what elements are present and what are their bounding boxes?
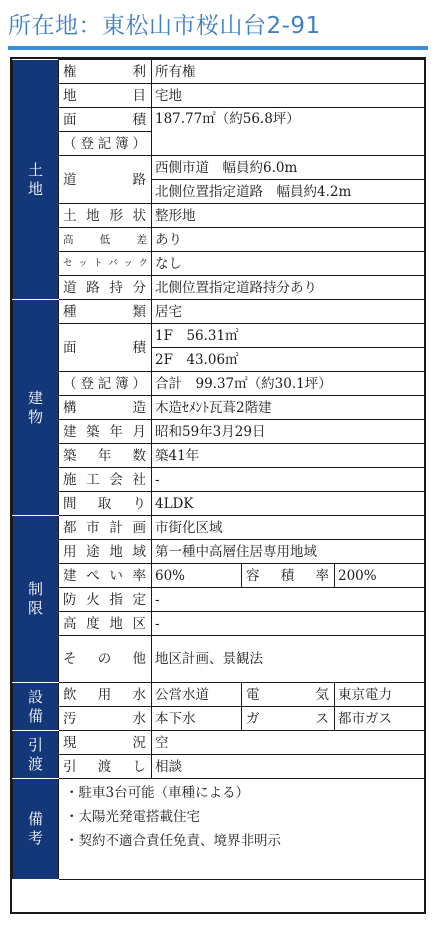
handover-status-value: 空 [152,731,425,755]
land-area-label: 面 積 [59,108,152,132]
restriction-other-value: 地区計画、景観法 [152,636,425,683]
handover-status-label: 現 況 [59,731,152,755]
remark-item: ・太陽光発電搭載住宅 [65,809,200,825]
page-title: 所在地：東松山市桜山台2-91 [8,13,321,39]
land-registry-label: （登記簿） [59,132,152,156]
facility-sewage-value: 本下水 [152,707,242,731]
restriction-zone-label: 用途地域 [59,540,152,564]
land-category-label: 地 目 [59,84,152,108]
title-underline [8,46,428,50]
handover-timing-label: 引 渡 し [59,755,152,779]
facility-gas-label: ガ ス [242,707,335,731]
section-facility: 設 備 [13,683,59,731]
land-road-share-label: 道路持分 [59,276,152,300]
land-setback-label: セットバック [59,252,152,276]
land-shape-value: 整形地 [152,204,425,228]
section-remarks: 備 考 [13,779,59,880]
building-area-label: 面 積 [59,324,152,372]
building-age-label: 築 年 数 [59,444,152,468]
building-layout-label: 間 取 り [59,492,152,516]
facility-electric-value: 東京電力 [335,683,425,707]
land-road-west: 西側市道 幅員約6.0m [152,156,425,180]
land-rights-value: 所有権 [152,60,425,84]
building-builder-value: - [152,468,425,492]
building-total: 合計 99.37㎡（約30.1坪） [152,372,425,396]
section-land: 土 地 [13,60,59,300]
building-built-value: 昭和59年3月29日 [152,420,425,444]
land-height-diff-label: 高 低 差 [59,228,152,252]
building-structure-value: 木造ｾﾒﾝﾄ瓦葺2階建 [152,396,425,420]
building-built-label: 建築年月 [59,420,152,444]
land-category-value: 宅地 [152,84,425,108]
building-age-value: 築41年 [152,444,425,468]
restriction-plan-label: 都市計画 [59,516,152,540]
facility-electric-label: 電 気 [242,683,335,707]
property-sheet [10,57,426,914]
facility-water-value: 公営水道 [152,683,242,707]
remarks-list [59,779,425,880]
section-handover: 引 渡 [13,731,59,779]
building-floor1: 1F 56.31㎡ [152,324,425,348]
section-building: 建 物 [13,300,59,516]
restriction-far-label: 容 積 率 [242,564,335,588]
restriction-bcr-label: 建ぺい率 [59,564,152,588]
section-restriction: 制 限 [13,516,59,683]
restriction-fire-label: 防火指定 [59,588,152,612]
remark-item: ・契約不適合責任免責、境界非明示 [65,833,281,849]
restriction-bcr-value: 60% [152,564,242,588]
restriction-height-label: 高度地区 [59,612,152,636]
building-layout-value: 4LDK [152,492,425,516]
land-road-north: 北側位置指定道路 幅員約4.2m [152,180,425,204]
facility-water-label: 飲 用 水 [59,683,152,707]
facility-gas-value: 都市ガス [335,707,425,731]
restriction-plan-value: 市街化区域 [152,516,425,540]
building-type-value: 居宅 [152,300,425,324]
handover-timing-value: 相談 [152,755,425,779]
restriction-other-label: そ の 他 [59,636,152,683]
property-table [12,59,425,880]
restriction-fire-value: - [152,588,425,612]
land-height-diff-value: あり [152,228,425,252]
land-area-value: 187.77㎡（約56.8坪） [152,108,425,156]
building-floor2: 2F 43.06㎡ [152,348,425,372]
building-registry-label: （登記簿） [59,372,152,396]
land-setback-value: なし [152,252,425,276]
land-rights-label: 権 利 [59,60,152,84]
building-builder-label: 施工会社 [59,468,152,492]
restriction-height-value: - [152,612,425,636]
restriction-far-value: 200% [335,564,425,588]
land-shape-label: 土地形状 [59,204,152,228]
facility-sewage-label: 汚 水 [59,707,152,731]
land-road-share-value: 北側位置指定道路持分あり [152,276,425,300]
restriction-zone-value: 第一種中高層住居専用地域 [152,540,425,564]
remark-item: ・駐車3台可能（車種による） [65,785,250,801]
building-structure-label: 構 造 [59,396,152,420]
land-road-label: 道 路 [59,156,152,204]
building-type-label: 種 類 [59,300,152,324]
